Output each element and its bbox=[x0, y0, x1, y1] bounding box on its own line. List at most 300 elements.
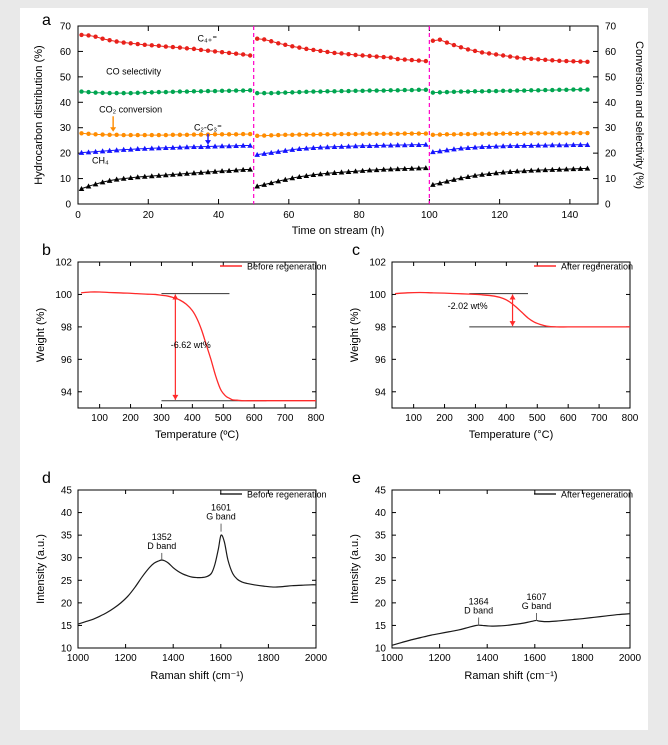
data-marker bbox=[564, 88, 568, 92]
data-marker bbox=[297, 90, 301, 94]
data-marker bbox=[121, 91, 125, 95]
x-tick-label: 200 bbox=[122, 413, 139, 424]
y-axis-title: Weight (%) bbox=[35, 307, 47, 363]
data-marker bbox=[346, 52, 350, 56]
data-marker bbox=[374, 88, 378, 92]
data-marker bbox=[79, 33, 83, 37]
x-tick-label: 20 bbox=[142, 210, 154, 221]
panel-a bbox=[20, 8, 648, 240]
series-annotation: CO₂ conversion bbox=[99, 104, 163, 115]
data-marker bbox=[157, 90, 161, 94]
data-marker bbox=[353, 132, 357, 136]
data-marker bbox=[325, 132, 329, 136]
x-tick-label: 200 bbox=[436, 413, 453, 424]
data-marker bbox=[206, 89, 210, 93]
data-marker bbox=[487, 132, 491, 136]
peak-label: 1601 bbox=[211, 502, 232, 513]
data-marker bbox=[304, 47, 308, 51]
data-marker bbox=[178, 45, 182, 49]
data-marker bbox=[585, 60, 589, 64]
data-marker bbox=[480, 89, 484, 93]
series-annotation: CH₄ bbox=[92, 155, 109, 166]
y-tick-label: 10 bbox=[374, 643, 386, 655]
data-marker bbox=[93, 132, 97, 136]
data-marker bbox=[297, 132, 301, 136]
data-marker bbox=[150, 133, 154, 137]
data-marker bbox=[410, 88, 414, 92]
data-marker bbox=[431, 39, 435, 43]
y-tick-label: 35 bbox=[374, 530, 386, 542]
data-marker bbox=[466, 47, 470, 51]
data-marker bbox=[93, 34, 97, 38]
x-axis-title: Raman shift (cm⁻¹) bbox=[464, 670, 558, 682]
y2-tick-label: 70 bbox=[605, 21, 617, 33]
data-marker bbox=[557, 131, 561, 135]
data-marker bbox=[346, 132, 350, 136]
data-marker bbox=[269, 91, 273, 95]
x-tick-label: 140 bbox=[561, 210, 579, 221]
data-marker bbox=[396, 57, 400, 61]
x-tick-label: 1200 bbox=[428, 653, 451, 664]
series-annotation: C₄₊⁼ bbox=[197, 33, 218, 44]
legend-label: Before regeneration bbox=[247, 261, 327, 272]
x-tick-label: 1400 bbox=[476, 653, 499, 664]
data-marker bbox=[522, 131, 526, 135]
data-marker bbox=[255, 91, 259, 95]
legend-label: After regeneration bbox=[561, 489, 634, 500]
weight-loss-label: -6.62 wt% bbox=[170, 339, 211, 350]
data-marker bbox=[403, 88, 407, 92]
series-line bbox=[257, 39, 426, 61]
data-marker bbox=[424, 131, 428, 135]
data-marker bbox=[550, 131, 554, 135]
data-marker bbox=[564, 131, 568, 135]
data-marker bbox=[459, 132, 463, 136]
data-marker bbox=[276, 91, 280, 95]
data-marker bbox=[255, 134, 259, 138]
data-marker bbox=[248, 53, 252, 57]
data-marker bbox=[136, 133, 140, 137]
data-marker bbox=[304, 132, 308, 136]
series-line bbox=[78, 535, 316, 624]
data-marker bbox=[213, 89, 217, 93]
y2-tick-label: 10 bbox=[605, 174, 617, 186]
x-axis-title: Temperature (ºC) bbox=[154, 429, 240, 441]
y-tick-label: 15 bbox=[60, 620, 72, 632]
y-tick-label: 0 bbox=[65, 199, 71, 211]
data-marker bbox=[536, 131, 540, 135]
y-tick-label: 102 bbox=[55, 257, 72, 269]
x-tick-label: 1800 bbox=[571, 653, 594, 664]
data-marker bbox=[318, 132, 322, 136]
x-tick-label: 2000 bbox=[304, 653, 328, 664]
data-marker bbox=[283, 43, 287, 47]
y-tick-label: 15 bbox=[374, 620, 386, 632]
y-tick-label: 100 bbox=[369, 289, 386, 301]
y-tick-label: 45 bbox=[374, 485, 386, 497]
data-marker bbox=[114, 91, 118, 95]
data-marker bbox=[536, 88, 540, 92]
data-marker bbox=[86, 90, 90, 94]
data-marker bbox=[311, 48, 315, 52]
data-marker bbox=[459, 89, 463, 93]
data-marker bbox=[389, 88, 393, 92]
data-marker bbox=[424, 88, 428, 92]
data-marker bbox=[234, 88, 238, 92]
peak-sublabel: D band bbox=[464, 605, 494, 616]
data-marker bbox=[480, 50, 484, 54]
panel-e-label: e bbox=[352, 470, 361, 487]
y-tick-label: 94 bbox=[60, 387, 72, 399]
peak-sublabel: G band bbox=[206, 511, 236, 522]
data-marker bbox=[403, 131, 407, 135]
y-tick-label: 98 bbox=[374, 322, 386, 334]
y2-tick-label: 30 bbox=[605, 123, 617, 135]
y-tick-label: 70 bbox=[59, 21, 71, 33]
data-marker bbox=[164, 133, 168, 137]
data-marker bbox=[396, 132, 400, 136]
data-marker bbox=[199, 132, 203, 136]
panel-d bbox=[20, 468, 334, 708]
data-marker bbox=[269, 133, 273, 137]
data-marker bbox=[234, 52, 238, 56]
x-axis-title: Raman shift (cm⁻¹) bbox=[150, 670, 244, 682]
data-marker bbox=[431, 133, 435, 137]
x-tick-label: 400 bbox=[498, 413, 515, 424]
data-marker bbox=[143, 133, 147, 137]
panel-a-label: a bbox=[42, 12, 51, 29]
data-marker bbox=[262, 133, 266, 137]
data-marker bbox=[220, 89, 224, 93]
data-marker bbox=[508, 54, 512, 58]
y-tick-label: 40 bbox=[59, 97, 71, 109]
x-tick-label: 2000 bbox=[618, 653, 642, 664]
data-marker bbox=[445, 90, 449, 94]
x-tick-label: 1200 bbox=[114, 653, 137, 664]
data-marker bbox=[192, 89, 196, 93]
data-marker bbox=[445, 40, 449, 44]
y-axis-title: Weight (%) bbox=[349, 307, 361, 363]
data-marker bbox=[353, 53, 357, 57]
data-marker bbox=[396, 88, 400, 92]
data-marker bbox=[192, 47, 196, 51]
data-marker bbox=[367, 54, 371, 58]
data-marker bbox=[529, 88, 533, 92]
data-marker bbox=[346, 89, 350, 93]
data-marker bbox=[213, 132, 217, 136]
peak-label: 1364 bbox=[468, 596, 489, 607]
data-marker bbox=[515, 55, 519, 59]
data-marker bbox=[529, 131, 533, 135]
panel-b bbox=[20, 240, 334, 468]
data-marker bbox=[178, 89, 182, 93]
panel-d-plot bbox=[20, 468, 334, 708]
data-marker bbox=[508, 131, 512, 135]
data-marker bbox=[241, 132, 245, 136]
y-tick-label: 25 bbox=[60, 575, 72, 587]
data-marker bbox=[473, 89, 477, 93]
data-marker bbox=[129, 41, 133, 45]
x-tick-label: 60 bbox=[283, 210, 295, 221]
y-tick-label: 50 bbox=[59, 72, 71, 84]
data-marker bbox=[381, 132, 385, 136]
data-marker bbox=[199, 89, 203, 93]
data-marker bbox=[269, 39, 273, 43]
y-tick-label: 102 bbox=[369, 257, 386, 269]
panel-e bbox=[334, 468, 648, 708]
data-marker bbox=[417, 131, 421, 135]
y-tick-label: 96 bbox=[60, 354, 72, 366]
data-marker bbox=[206, 48, 210, 52]
data-marker bbox=[410, 58, 414, 62]
x-tick-label: 100 bbox=[405, 413, 422, 424]
data-marker bbox=[424, 59, 428, 63]
data-marker bbox=[255, 37, 259, 41]
y-tick-label: 10 bbox=[60, 643, 72, 655]
data-marker bbox=[438, 90, 442, 94]
data-marker bbox=[403, 57, 407, 61]
data-marker bbox=[494, 89, 498, 93]
data-marker bbox=[227, 132, 231, 136]
y2-tick-label: 40 bbox=[605, 97, 617, 109]
peak-label: 1607 bbox=[526, 591, 547, 602]
y-tick-label: 20 bbox=[374, 598, 386, 610]
data-marker bbox=[452, 132, 456, 136]
data-marker bbox=[129, 91, 133, 95]
data-marker bbox=[178, 133, 182, 137]
data-marker bbox=[143, 90, 147, 94]
data-marker bbox=[241, 52, 245, 56]
data-marker bbox=[143, 43, 147, 47]
data-marker bbox=[557, 88, 561, 92]
data-marker bbox=[311, 89, 315, 93]
x-tick-label: 1400 bbox=[162, 653, 185, 664]
data-marker bbox=[508, 89, 512, 93]
y-tick-label: 30 bbox=[59, 123, 71, 135]
series-annotation: C₂-C₃⁼ bbox=[193, 122, 222, 133]
y-tick-label: 20 bbox=[59, 148, 71, 160]
data-marker bbox=[114, 39, 118, 43]
peak-label: 1352 bbox=[151, 531, 172, 542]
data-marker bbox=[220, 50, 224, 54]
panel-b-label: b bbox=[42, 242, 51, 259]
data-marker bbox=[466, 132, 470, 136]
data-marker bbox=[107, 133, 111, 137]
data-marker bbox=[550, 88, 554, 92]
annotation-arrow-head bbox=[110, 127, 116, 132]
data-marker bbox=[494, 52, 498, 56]
x-axis-title: Time on stream (h) bbox=[291, 225, 385, 237]
y-tick-label: 98 bbox=[60, 322, 72, 334]
annotation-arrow-head bbox=[205, 140, 211, 145]
data-marker bbox=[360, 132, 364, 136]
data-marker bbox=[227, 89, 231, 93]
data-marker bbox=[79, 131, 83, 135]
data-marker bbox=[234, 132, 238, 136]
y-tick-label: 25 bbox=[374, 575, 386, 587]
data-marker bbox=[374, 54, 378, 58]
data-marker bbox=[438, 132, 442, 136]
data-marker bbox=[543, 88, 547, 92]
weight-loss-arrow-head bbox=[510, 321, 516, 326]
data-marker bbox=[136, 42, 140, 46]
data-marker bbox=[438, 38, 442, 42]
data-marker bbox=[360, 89, 364, 93]
y-axis-title: Intensity (a.u.) bbox=[35, 534, 47, 604]
data-marker bbox=[522, 88, 526, 92]
plot-frame bbox=[78, 490, 316, 648]
data-marker bbox=[353, 89, 357, 93]
x-tick-label: 300 bbox=[153, 413, 170, 424]
data-marker bbox=[185, 46, 189, 50]
data-marker bbox=[367, 132, 371, 136]
data-marker bbox=[578, 131, 582, 135]
data-marker bbox=[325, 50, 329, 54]
data-marker bbox=[529, 57, 533, 61]
data-marker bbox=[410, 131, 414, 135]
y2-tick-label: 0 bbox=[605, 199, 611, 211]
y-axis-title: Intensity (a.u.) bbox=[349, 534, 361, 604]
data-marker bbox=[417, 58, 421, 62]
weight-loss-label: -2.02 wt% bbox=[447, 301, 488, 312]
y-tick-label: 30 bbox=[60, 553, 72, 565]
x-tick-label: 400 bbox=[184, 413, 201, 424]
plot-frame bbox=[392, 262, 630, 408]
x-axis-title: Temperature (°C) bbox=[468, 429, 554, 441]
data-marker bbox=[487, 51, 491, 55]
panel-c-plot bbox=[334, 240, 648, 468]
x-tick-label: 0 bbox=[75, 210, 81, 221]
series-annotation: CO selectivity bbox=[106, 66, 162, 77]
y-tick-label: 35 bbox=[60, 530, 72, 542]
y-tick-label: 10 bbox=[59, 174, 71, 186]
data-marker bbox=[571, 87, 575, 91]
data-marker bbox=[339, 89, 343, 93]
data-marker bbox=[571, 131, 575, 135]
data-marker bbox=[550, 58, 554, 62]
weight-loss-arrow-head bbox=[172, 395, 178, 400]
data-marker bbox=[571, 59, 575, 63]
data-marker bbox=[171, 90, 175, 94]
data-marker bbox=[262, 37, 266, 41]
panel-e-plot bbox=[334, 468, 648, 708]
data-marker bbox=[557, 59, 561, 63]
data-marker bbox=[164, 44, 168, 48]
data-marker bbox=[494, 132, 498, 136]
data-marker bbox=[381, 55, 385, 59]
data-marker bbox=[318, 49, 322, 53]
x-tick-label: 80 bbox=[353, 210, 365, 221]
x-tick-label: 800 bbox=[621, 413, 639, 424]
data-marker bbox=[150, 43, 154, 47]
y-tick-label: 20 bbox=[60, 598, 72, 610]
y2-tick-label: 20 bbox=[605, 148, 617, 160]
panel-c bbox=[334, 240, 648, 468]
data-marker bbox=[164, 90, 168, 94]
data-marker bbox=[332, 51, 336, 55]
data-marker bbox=[417, 88, 421, 92]
data-marker bbox=[171, 133, 175, 137]
data-marker bbox=[332, 132, 336, 136]
data-marker bbox=[564, 59, 568, 63]
x-tick-label: 700 bbox=[276, 413, 294, 424]
data-marker bbox=[150, 90, 154, 94]
data-marker bbox=[276, 41, 280, 45]
y-tick-label: 94 bbox=[374, 387, 386, 399]
x-tick-label: 1800 bbox=[257, 653, 280, 664]
x-tick-label: 300 bbox=[467, 413, 484, 424]
x-tick-label: 700 bbox=[590, 413, 608, 424]
data-marker bbox=[389, 55, 393, 59]
data-marker bbox=[100, 37, 104, 41]
data-marker bbox=[360, 53, 364, 57]
x-tick-label: 1000 bbox=[380, 653, 404, 664]
data-marker bbox=[543, 58, 547, 62]
data-marker bbox=[431, 90, 435, 94]
data-marker bbox=[578, 87, 582, 91]
data-marker bbox=[86, 33, 90, 37]
data-marker bbox=[248, 132, 252, 136]
panel-d-label: d bbox=[42, 470, 51, 487]
y-tick-label: 100 bbox=[55, 289, 72, 301]
data-marker bbox=[121, 133, 125, 137]
data-marker bbox=[318, 89, 322, 93]
data-marker bbox=[452, 43, 456, 47]
plot-frame bbox=[78, 262, 316, 408]
y-tick-label: 60 bbox=[59, 46, 71, 58]
data-marker bbox=[381, 88, 385, 92]
x-tick-label: 1000 bbox=[66, 653, 90, 664]
data-marker bbox=[199, 48, 203, 52]
data-marker bbox=[543, 131, 547, 135]
data-marker bbox=[185, 89, 189, 93]
plot-frame bbox=[78, 26, 598, 204]
y2-axis-title: Conversion and selectivity (%) bbox=[633, 41, 645, 189]
data-marker bbox=[192, 132, 196, 136]
data-marker bbox=[114, 133, 118, 137]
x-tick-label: 600 bbox=[245, 413, 263, 424]
data-marker bbox=[290, 44, 294, 48]
y-tick-label: 96 bbox=[374, 354, 386, 366]
data-marker bbox=[241, 88, 245, 92]
data-marker bbox=[86, 132, 90, 136]
data-marker bbox=[501, 53, 505, 57]
data-marker bbox=[185, 133, 189, 137]
data-marker bbox=[389, 132, 393, 136]
data-marker bbox=[311, 132, 315, 136]
data-marker bbox=[501, 89, 505, 93]
data-marker bbox=[304, 90, 308, 94]
data-marker bbox=[248, 88, 252, 92]
data-marker bbox=[227, 51, 231, 55]
y-axis-title: Hydrocarbon distribution (%) bbox=[33, 45, 45, 185]
data-marker bbox=[445, 132, 449, 136]
data-marker bbox=[501, 131, 505, 135]
data-marker bbox=[452, 90, 456, 94]
data-marker bbox=[297, 45, 301, 49]
x-tick-label: 600 bbox=[559, 413, 577, 424]
data-marker bbox=[262, 91, 266, 95]
y2-tick-label: 60 bbox=[605, 46, 617, 58]
data-marker bbox=[459, 45, 463, 49]
x-tick-label: 40 bbox=[212, 210, 225, 221]
data-marker bbox=[129, 133, 133, 137]
peak-sublabel: D band bbox=[147, 540, 177, 551]
data-marker bbox=[93, 90, 97, 94]
data-marker bbox=[332, 89, 336, 93]
x-tick-label: 500 bbox=[528, 413, 546, 424]
x-tick-label: 1600 bbox=[209, 653, 232, 664]
